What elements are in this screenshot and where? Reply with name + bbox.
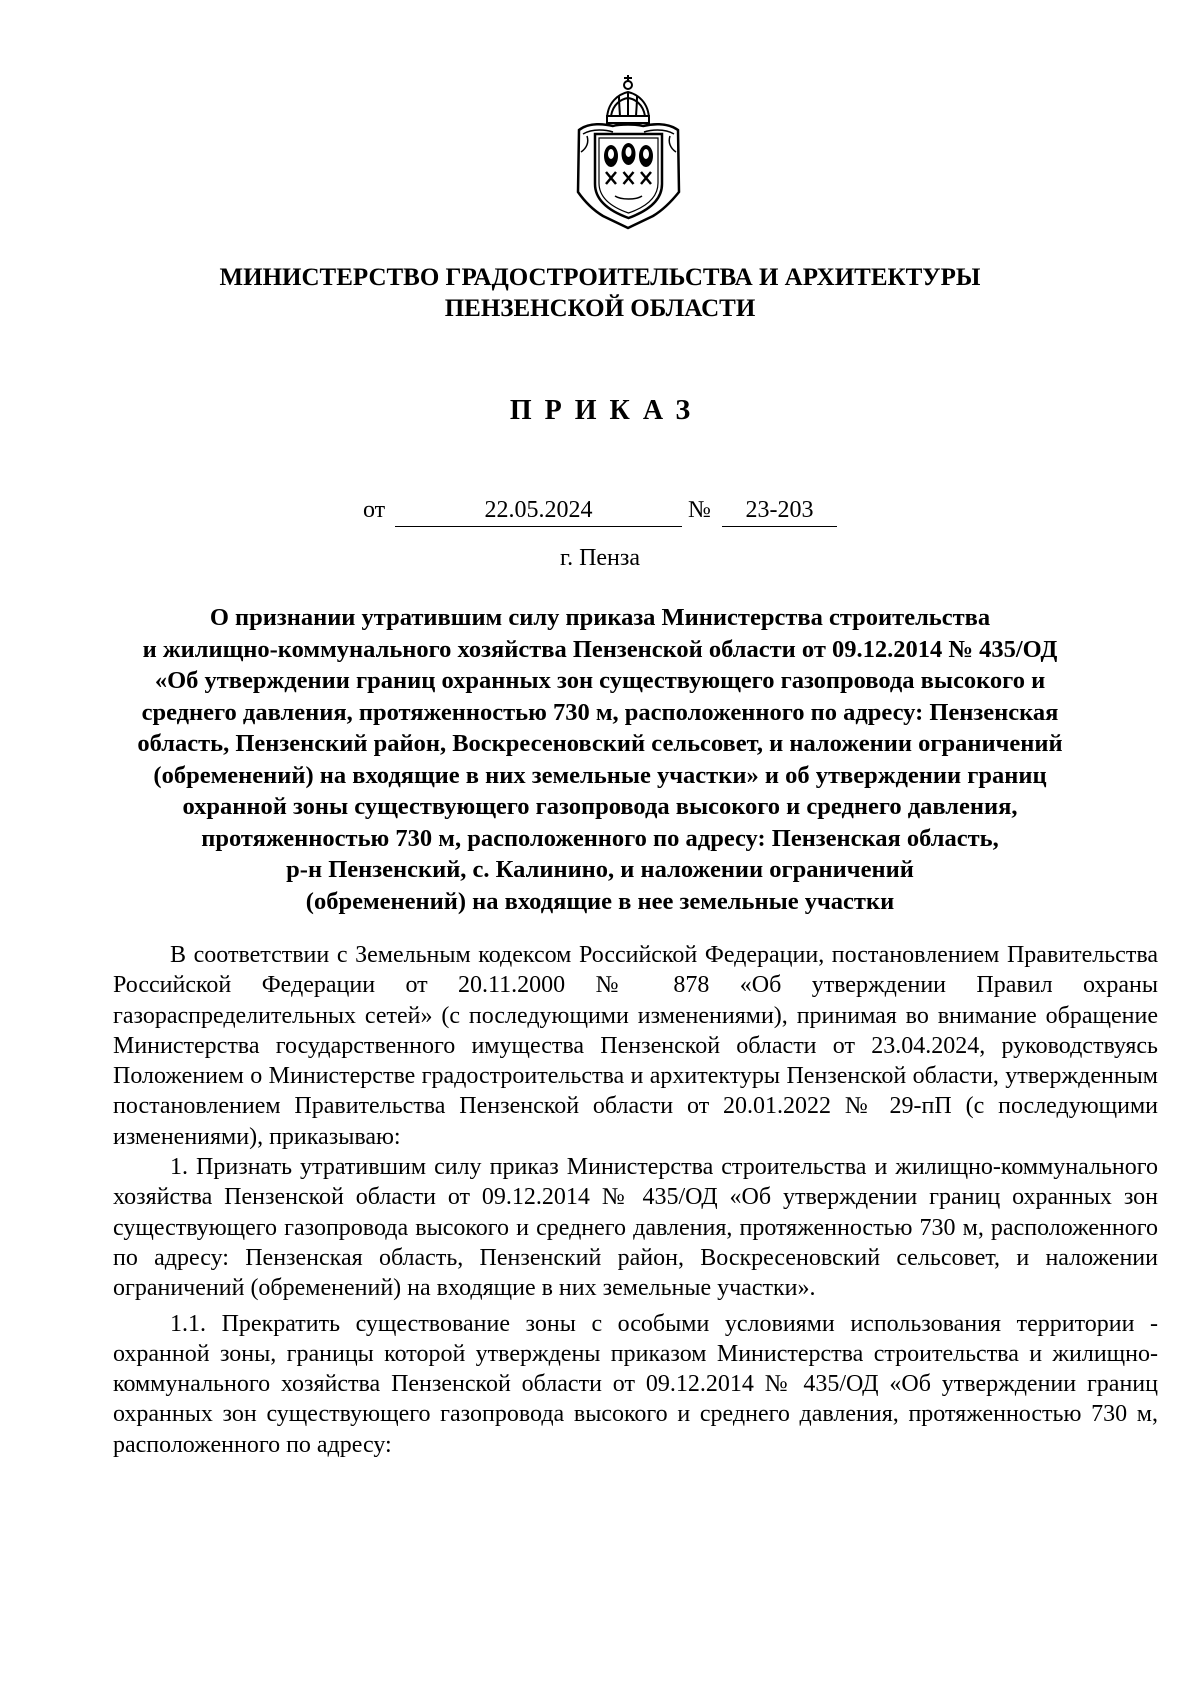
- item-1-paragraph: 1. Признать утратившим силу приказ Министерства строительства и жилищно-коммунального хозяйства Пензенской области от 09.12.2014 № 435/ОД «Об утверждении границ охранных зон существующего газопровода высокого и среднего давления, протяженностью 730 м, расположенного по адресу: Пензенская область, Пензенский район, Воскресеновский сельсовет, и наложении ограничений (обременений) на входящие в них земельные участки».: [113, 1154, 1158, 1302]
- subject-line: (обременений) на входящие в нее земельные участки: [305, 887, 895, 915]
- subject-line: область, Пензенский район, Воскресеновский сельсовет, и наложении ограничений: [137, 730, 1063, 757]
- city: г. Пенза: [559, 545, 641, 571]
- subject-line: протяженностью 730 м, расположенного по адресу: Пензенская область,: [201, 824, 999, 852]
- order-body: [113, 940, 1158, 1460]
- subject-line: (обременений) на входящие в них земельные участки» и об утверждении границ: [153, 761, 1047, 789]
- preamble-paragraph: В соответствии с Земельным кодексом Российской Федерации, постановлением Правительства Российской Федерации от 20.11.2000 № 878 «Об утверждении Правил охраны газораспределительных сетей» (с последующими изменениями), принимая во внимание обращение Министерства государственного имущества Пензенской области от 23.04.2024, руководствуясь Положением о Министерстве градостроительства и архитектуры Пензенской области, утвержденным постановлением Правительства Пензенской области от 20.01.2022 № 29-пП (с последующими изменениями), приказываю:: [113, 942, 1158, 1150]
- order-date: 22.05.2024: [395, 497, 682, 527]
- subject-line: и жилищно-коммунального хозяйства Пензенской области от 09.12.2014 № 435/ОД: [142, 635, 1058, 663]
- order-number: 23-203: [722, 497, 837, 527]
- coat-of-arms-icon: [567, 72, 690, 232]
- subject-line: р-н Пензенский, с. Калинино, и наложении ограничений: [286, 856, 914, 883]
- order-title: ПРИКАЗ: [509, 395, 704, 426]
- order-subject: [0, 602, 1200, 917]
- date-prefix: от: [363, 497, 386, 523]
- ministry-name-line1: МИНИСТЕРСТВО ГРАДОСТРОИТЕЛЬСТВА И АРХИТЕКТУРЫ: [219, 264, 981, 291]
- subject-line: среднего давления, протяженностью 730 м, расположенного по адресу: Пензенская: [141, 698, 1059, 726]
- ministry-name-line2: ПЕНЗЕНСКОЙ ОБЛАСТИ: [444, 295, 756, 322]
- subject-line: охранной зоны существующего газопровода высокого и среднего давления,: [182, 793, 1018, 820]
- subject-line: «Об утверждении границ охранных зон существующего газопровода высокого и: [154, 667, 1046, 694]
- subject-line: О признании утратившим силу приказа Министерства строительства: [209, 604, 991, 631]
- item-1-1-paragraph: 1.1. Прекратить существование зоны с особыми условиями использования территории - охранной зоны, границы которой утверждены приказом Министерства строительства и жилищно-коммунального хозяйства Пензенской области от 09.12.2014 № 435/ОД «Об утверждении границ охранных зон существующего газопровода высокого и среднего давления, протяженностью 730 м, расположенного по адресу:: [113, 1310, 1158, 1458]
- order-date-number-line: [0, 495, 1200, 529]
- ministry-name: [0, 262, 1200, 324]
- number-sign: №: [688, 497, 711, 523]
